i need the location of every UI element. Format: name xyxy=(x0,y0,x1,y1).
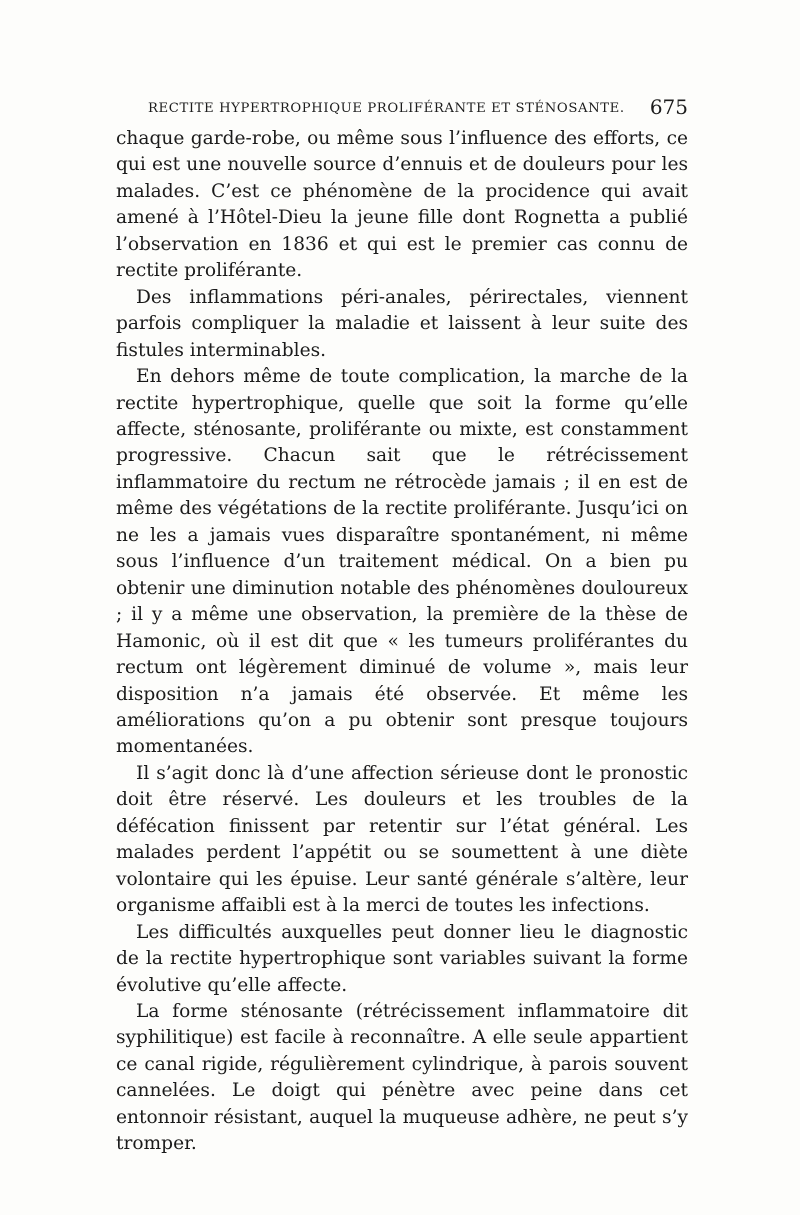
page-number: 675 xyxy=(649,95,688,119)
paragraph-continuation: chaque garde-robe, ou même sous l’influence des efforts, ce qui est une nouvelle source d’ennuis et de douleurs pour les malades. C’est ce phénomène de la procidence qui avait amené à l’Hôtel-Dieu la jeune fille dont Rognetta a publié l’observation en 1836 et qui est le premier cas connu de rectite proliférante. xyxy=(116,128,688,282)
paragraph-marche: En dehors même de toute complication, la marche de la rectite hypertrophique, quelle que soit la forme qu’elle affecte, sténosante, proliférante ou mixte, est constamment progressive. Chacun sait que le rétrécissement inflammatoire du rectum ne rétrocède jamais ; il en est de même des végétations de la rectite proliférante. Jusqu’ici on ne les a jamais vues disparaître spontanément, ni même sous l’influence d’un traitement médical. On a bien pu obtenir une diminution notable des phénomènes douloureux ; il y a même une observation, la première de la thèse de Hamonic, où il est dit que « les tumeurs proliférantes du rectum ont légèrement diminué de volume », mais leur disposition n’a jamais été observée. Et même les améliorations qu’on a pu obtenir sont presque toujours momentanées. xyxy=(116,366,688,758)
paragraph-forme-stenosante: La forme sténosante (rétrécissement inflammatoire dit syphilitique) est facile à reconnaître. A elle seule appartient ce canal rigide, régulièrement cylindrique, à parois souvent cannelées. Le doigt qui pénètre avec peine dans cet entonnoir résistant, auquel la muqueuse adhère, ne peut s’y tromper. xyxy=(116,1000,688,1155)
paragraph-pronostic: Il s’agit donc là d’une affection sérieuse dont le pronostic doit être réservé. Les douleurs et les troubles de la défécation finissent par retentir sur l’état général. Les malades perdent l’appétit ou se soumettent à une diète volontaire qui les épuise. Leur santé générale s’altère, leur organisme affaibli est à la merci de toutes les infections. xyxy=(116,762,688,917)
paragraph-diagnostic: Les difficultés auxquelles peut donner lieu le diagnostic de la rectite hypertrophique sont variables suivant la forme évolutive qu’elle affecte. xyxy=(116,921,688,996)
paragraph-inflammations: Des inflammations péri-anales, périrectales, viennent parfois compliquer la maladie et laissent à leur suite des fistules interminables. xyxy=(116,286,688,361)
running-head: RECTITE HYPERTROPHIQUE PROLIFÉRANTE ET STÉNOSANTE. xyxy=(148,101,625,116)
body-text xyxy=(116,126,688,1158)
page-header xyxy=(118,95,688,123)
